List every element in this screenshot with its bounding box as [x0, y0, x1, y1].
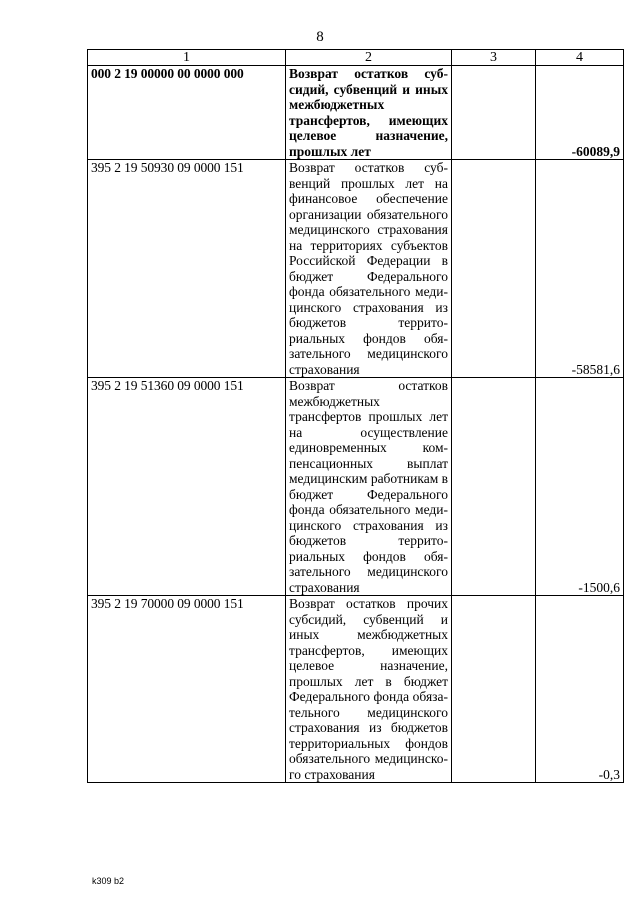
column-header-1: 1 [88, 50, 286, 66]
amount-cell: -0,3 [536, 596, 624, 783]
budget-code: 395 2 19 50930 09 0000 151 [88, 160, 286, 378]
column-3-cell [452, 596, 536, 783]
amount-cell: -60089,9 [536, 66, 624, 160]
budget-code: 395 2 19 70000 09 0000 151 [88, 596, 286, 783]
table-row [88, 596, 624, 783]
budget-code: 395 2 19 51360 09 0000 151 [88, 378, 286, 596]
column-header-2: 2 [286, 50, 452, 66]
budget-table [87, 49, 624, 783]
row-description: Возврат остатков межбюджетных трансфертов прошлых лет на осуществление единовременных компенсационных выплат медицинским работникам в бюджет Федерального фонда обязательного медицинского страхования из бюджетов территориальных фондов обязательного медицинского страхования [286, 378, 452, 596]
column-3-cell [452, 378, 536, 596]
row-description: Возврат остатков прочих субсидий, субвенций и иных межбюджетных трансфертов, имеющих целевое назначение, прошлых лет в бюджет Федерального фонда обязательного медицинского страхования из бюджетов территориальных фондов обязательного медицинского страхования [286, 596, 452, 783]
table-row [88, 66, 624, 160]
column-header-3: 3 [452, 50, 536, 66]
page-number: 8 [316, 29, 324, 45]
column-header-4: 4 [536, 50, 624, 66]
row-description: Возврат остатков субвенций прошлых лет на финансовое обеспечение организации обязательного медицинского страхования на территориях субъектов Российской Федерации в бюджет Федерального фонда обязательного медицинского страхования из бюджетов территориальных фондов обязательного медицинского страхования [286, 160, 452, 378]
table-row [88, 378, 624, 596]
footer-document-code: k309 b2 [92, 876, 125, 886]
budget-code: 000 2 19 00000 00 0000 000 [88, 66, 286, 160]
column-3-cell [452, 66, 536, 160]
amount-cell: -58581,6 [536, 160, 624, 378]
table-row [88, 160, 624, 378]
table-header-row [88, 50, 624, 66]
row-description: Возврат остатков субсидий, субвенций и иных межбюджетных трансфертов, имеющих целевое назначение, прошлых лет [286, 66, 452, 160]
amount-cell: -1500,6 [536, 378, 624, 596]
column-3-cell [452, 160, 536, 378]
